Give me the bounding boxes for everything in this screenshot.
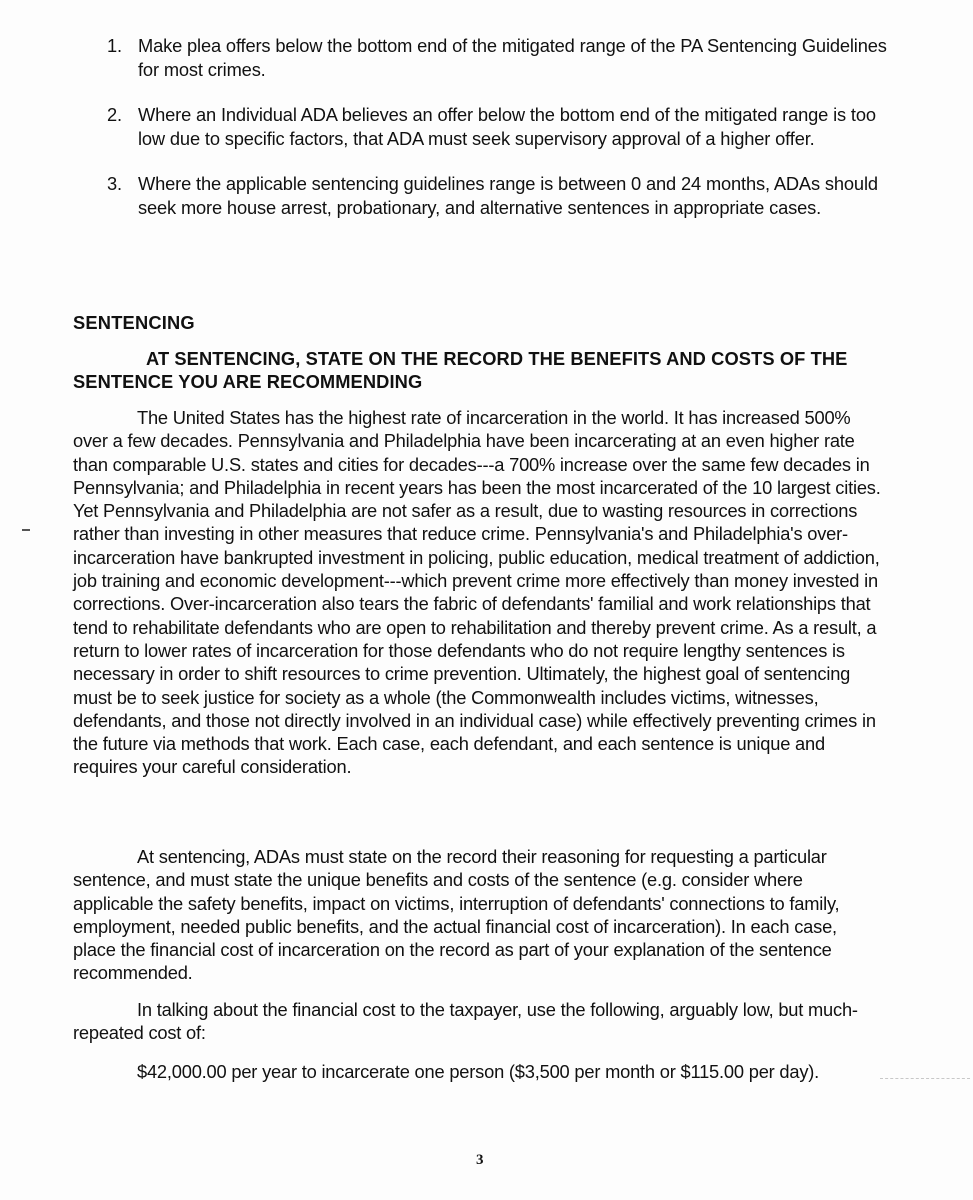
body-paragraph: At sentencing, ADAs must state on the record their reasoning for requesting a particular sentence, and must state the unique benefits and costs of the sentence (e.g. consider where applicable the safety benefits, impact on victims, interruption of defendants' connections to family, employment, needed public benefits, and the actual financial cost of incarceration). In each case, place the financial cost of incarceration on the record as part of your explanation of the sentence recommended. <box>73 846 840 984</box>
body-paragraph: The United States has the highest rate of incarceration in the world. It has increased 500% over a few decades. Pennsylvania and Philadelphia have been incarcerating at an even higher rate than comparable U.S. states and cities for decades---a 700% increase over the same few decades in Pennsylvania; and Philadelphia in recent years has been the most incarcerated of the 10 largest cities. Yet Pennsylvania and Philadelphia are not safer as a result, due to wasting resources in corrections rather than investing in other measures that reduce crime. Pennsylvania's and Philadelphia's over-incarceration have bankrupted investment in policing, public education, medical treatment of addiction, job training and economic development---which prevent crime more effectively than money invested in corrections. Over-incarceration also tears the fabric of defendants' familial and work relationships that tend to rehabilitate defendants who are open to rehabilitation and thereby prevent crime. As a result, a return to lower rates of incarceration for those defendants who do not require lengthy sentences is necessary in order to shift resources to crime prevention. Ultimately, the highest goal of sentencing must be to seek justice for society as a whole (the Commonwealth includes victims, witnesses, defendants, and those not directly involved in an individual case) while effectively preventing crimes in the future via methods that work. Each case, each defendant, and each sentence is unique and requires your careful consideration. <box>73 407 881 778</box>
scan-margin-mark <box>22 529 30 531</box>
scan-artifact-line <box>880 1078 970 1079</box>
list-item-text: Where the applicable sentencing guidelines range is between 0 and 24 months, ADAs should seek more house arrest, probationary, and alternative sentences in appropriate cases. <box>138 173 878 218</box>
list-item-text: Where an Individual ADA believes an offer below the bottom end of the mitigated range is too low due to specific factors, that ADA must seek supervisory approval of a higher offer. <box>138 104 876 149</box>
list-item <box>107 34 897 81</box>
body-paragraph: In talking about the financial cost to the taxpayer, use the following, arguably low, but much-repeated cost of: <box>73 999 858 1044</box>
section-subheading: AT SENTENCING, STATE ON THE RECORD THE BENEFITS AND COSTS OF THE SENTENCE YOU ARE RECOMMENDING <box>73 348 848 392</box>
page-number: 3 <box>476 1152 484 1168</box>
list-item-number: 3. <box>107 173 122 194</box>
list-item-number: 2. <box>107 104 122 125</box>
section-heading: SENTENCING <box>73 312 195 333</box>
plea-offer-list <box>107 34 897 241</box>
list-item <box>107 103 897 150</box>
list-item <box>107 172 897 219</box>
list-item-number: 1. <box>107 35 122 56</box>
cost-statement: $42,000.00 per year to incarcerate one person ($3,500 per month or $115.00 per day). <box>137 1061 820 1082</box>
list-item-text: Make plea offers below the bottom end of the mitigated range of the PA Sentencing Guidelines for most crimes. <box>138 35 887 80</box>
